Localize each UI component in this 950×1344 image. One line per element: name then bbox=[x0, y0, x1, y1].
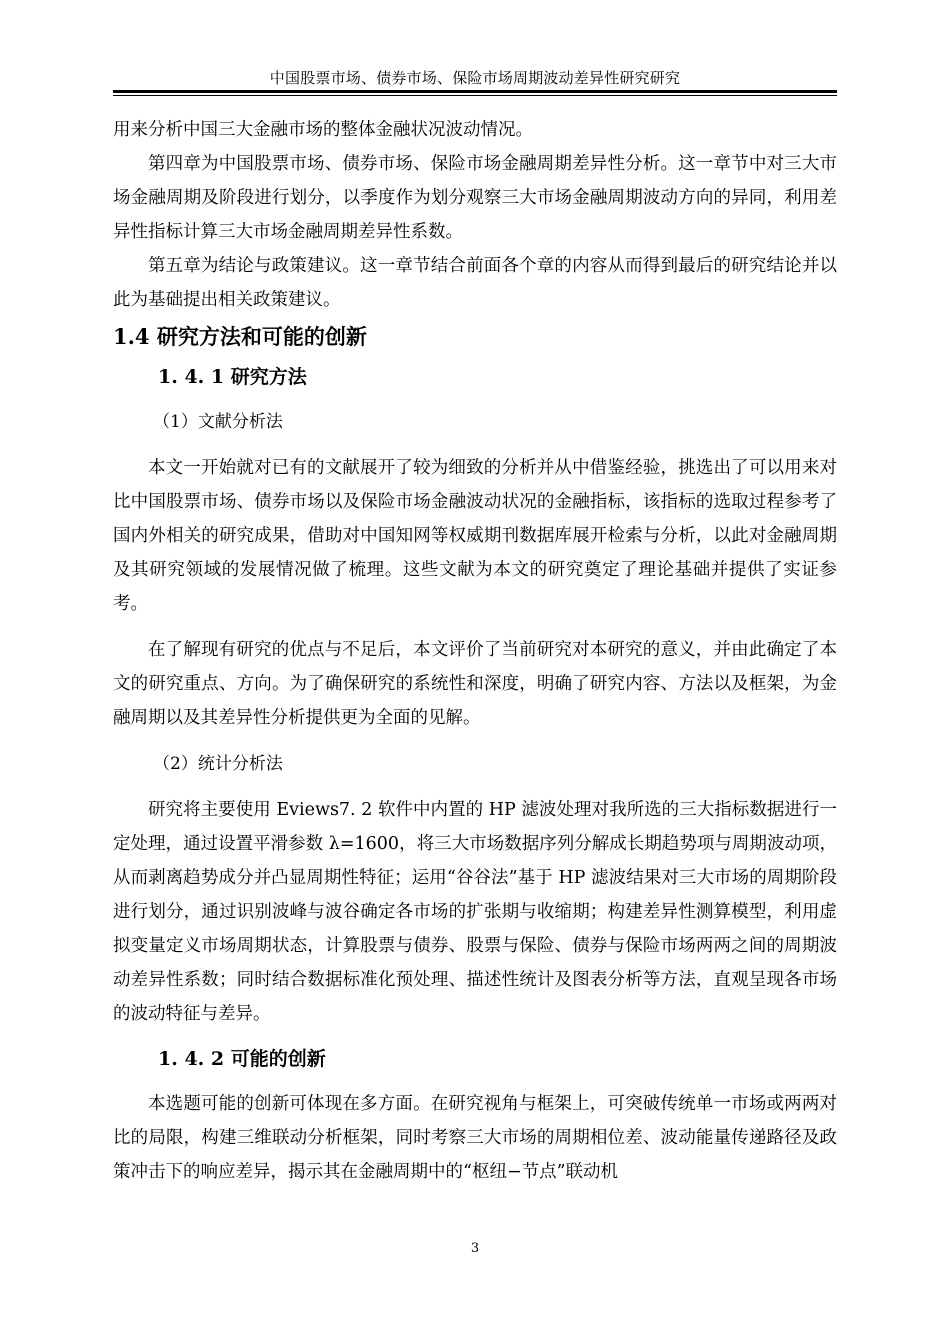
subsection-heading-1-4-2: 1. 4. 2 可能的创新 bbox=[158, 1048, 326, 1070]
running-header: 中国股票市场、债券市场、保险市场周期波动差异性研究研究 bbox=[269, 69, 681, 87]
paragraph-chapter-5: 第五章为结论与政策建议。这一章节结合前面各个章的内容从而得到最后的研究结论并以此为基础提出相关政策建议。 bbox=[113, 256, 837, 310]
paragraph-chapter-4: 第四章为中国股票市场、债券市场、保险市场金融周期差异性分析。这一章节中对三大市场金融周期及阶段进行划分，以季度作为划分观察三大市场金融周期波动方向的异同，利用差异性指标计算三大市场金融周期差异性系数。 bbox=[113, 154, 837, 242]
page-body bbox=[113, 113, 837, 1189]
section-heading-1-4: 1.4 研究方法和可能的创新 bbox=[113, 324, 367, 349]
header-rule-thick bbox=[113, 90, 837, 93]
method-2-title: （2）统计分析法 bbox=[153, 754, 283, 774]
paragraph-statistics: 研究将主要使用 Eviews7. 2 软件中内置的 HP 滤波处理对我所选的三大指标数据进行一定处理，通过设置平滑参数 λ=1600，将三大市场数据序列分解成长期趋势项与周期波动项，从而剥离趋势成分并凸显周期性特征；运用“谷谷法”基于 HP 滤波结果对三大市场的周期阶段进行划分，通过识别波峰与波谷确定各市场的扩张期与收缩期；构建差异性测算模型，利用虚拟变量定义市场周期状态，计算股票与债券、股票与保险、债券与保险市场两两之间的周期波动差异性系数；同时结合数据标准化预处理、描述性统计及图表分析等方法，直观呈现各市场的波动特征与差异。 bbox=[113, 800, 837, 1024]
subsection-heading-1-4-1: 1. 4. 1 研究方法 bbox=[158, 366, 307, 388]
paragraph-intro-continuation: 用来分析中国三大金融市场的整体金融状况波动情况。 bbox=[113, 120, 533, 140]
header-rule-thin bbox=[113, 95, 837, 96]
paragraph-literature-2: 在了解现有研究的优点与不足后，本文评价了当前研究对本研究的意义，并由此确定了本文的研究重点、方向。为了确保研究的系统性和深度，明确了研究内容、方法以及框架，为金融周期以及其差异性分析提供更为全面的见解。 bbox=[113, 640, 837, 728]
page-number: 3 bbox=[470, 1241, 480, 1256]
paragraph-innovation: 本选题可能的创新可体现在多方面。在研究视角与框架上，可突破传统单一市场或两两对比的局限，构建三维联动分析框架，同时考察三大市场的周期相位差、波动能量传递路径及政策冲击下的响应差异，揭示其在金融周期中的“枢纽−节点”联动机 bbox=[113, 1094, 837, 1182]
method-1-title: （1）文献分析法 bbox=[153, 412, 283, 432]
paragraph-literature-1: 本文一开始就对已有的文献展开了较为细致的分析并从中借鉴经验，挑选出了可以用来对比中国股票市场、债券市场以及保险市场金融波动状况的金融指标，该指标的选取过程参考了国内外相关的研究成果，借助对中国知网等权威期刊数据库展开检索与分析，以此对金融周期及其研究领域的发展情况做了梳理。这些文献为本文的研究奠定了理论基础并提供了实证参考。 bbox=[113, 458, 837, 614]
